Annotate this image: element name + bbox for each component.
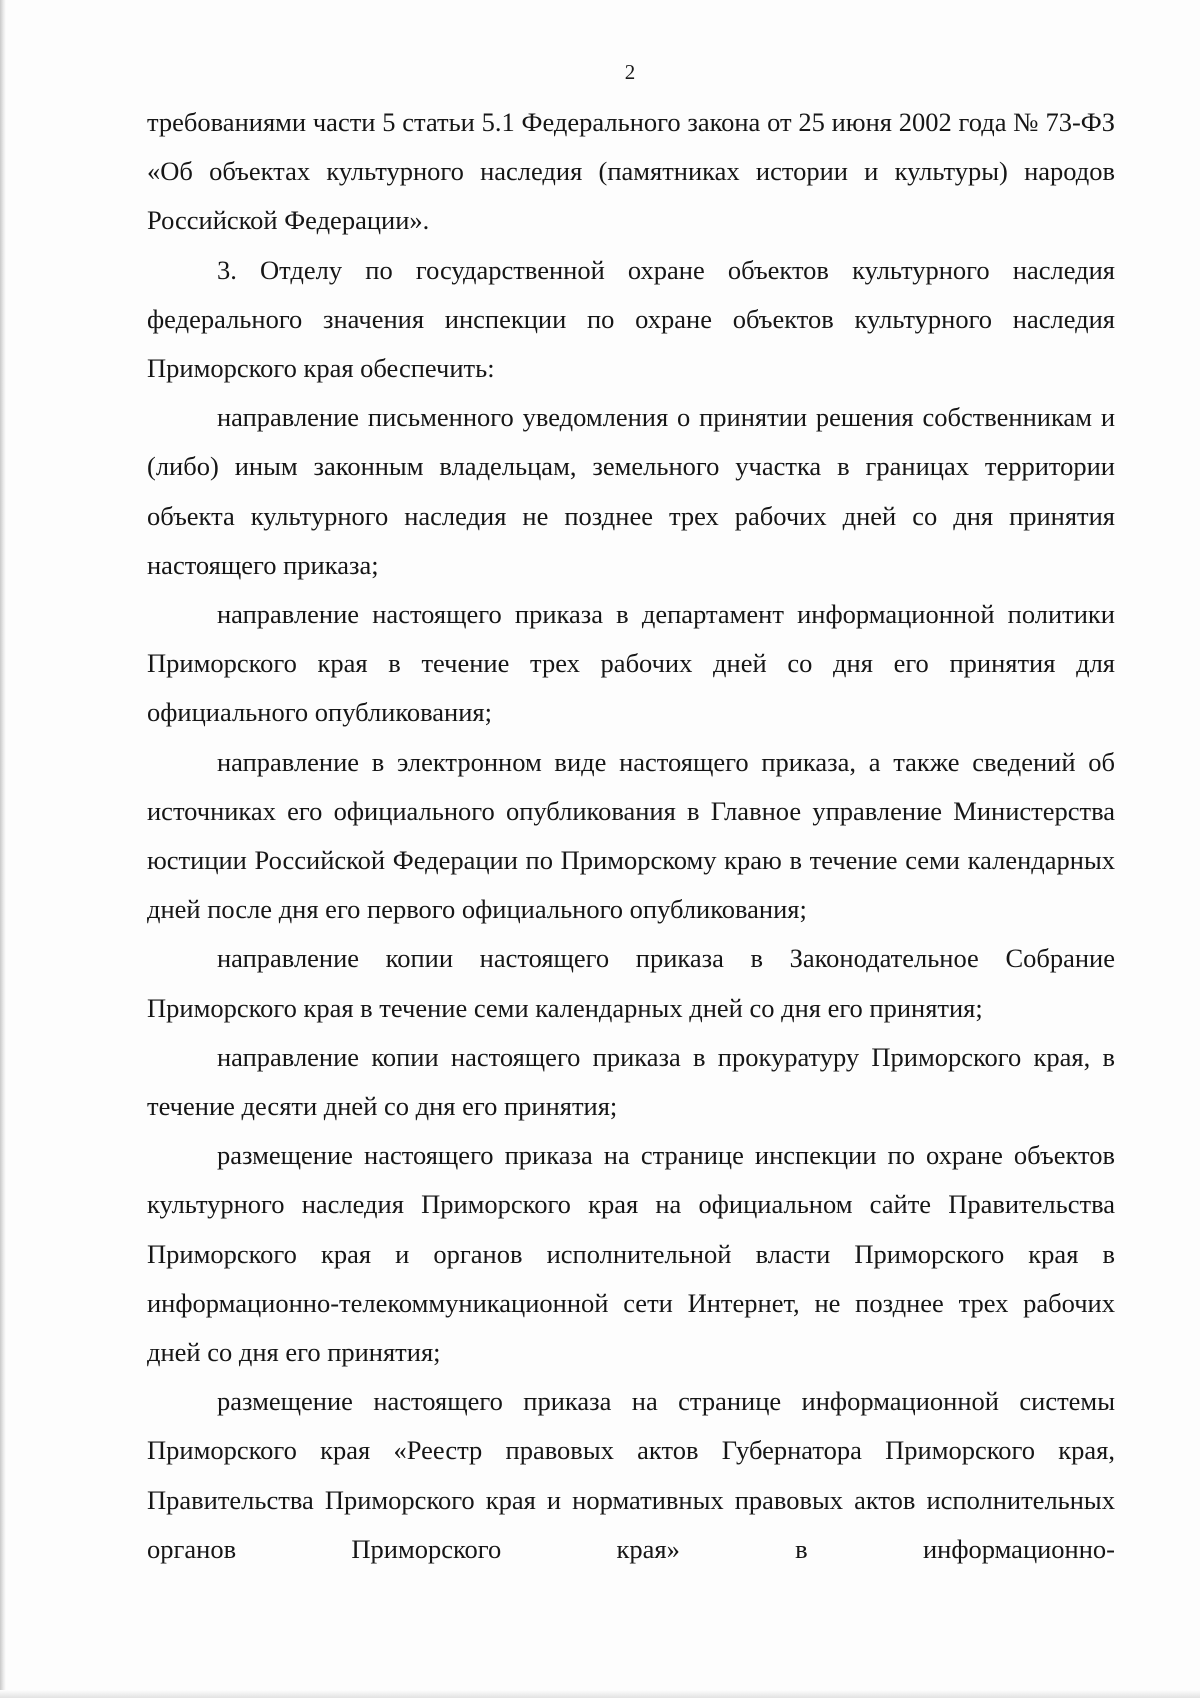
paragraph-item-3: 3. Отделу по государственной охране объектов культурного наследия федерального значения инспекции по охране объектов культурного наследия Приморского края обеспечить: bbox=[147, 254, 1115, 384]
paragraph-prosecutor: направление копии настоящего приказа в прокуратуру Приморского края, в течение десяти дней со дня его принятия; bbox=[147, 1041, 1115, 1122]
paragraph-registry: размещение настоящего приказа на странице информационной системы Приморского края «Реестр правовых актов Губернатора Приморского края, Правительства Приморского края и нормативных правовых актов исполнительных органов Приморского края» в информационно- bbox=[147, 1386, 1115, 1564]
paragraph-website: размещение настоящего приказа на странице инспекции по охране объектов культурного наследия Приморского края на официальном сайте Правительства Приморского края и органов исполнительной власти Приморского края в информационно-телекоммуникационной сети Интернет, не позднее трех рабочих дней со дня его принятия; bbox=[147, 1140, 1115, 1368]
paragraph-info-policy: направление настоящего приказа в департамент информационной политики Приморского края в течение трех рабочих дней со дня его принятия для официального опубликования; bbox=[147, 599, 1115, 728]
paragraph-legislative-assembly: направление копии настоящего приказа в Законодательное Собрание Приморского края в течение семи календарных дней со дня его принятия; bbox=[147, 943, 1115, 1023]
paragraph-ministry-justice: направление в электронном виде настоящего приказа, а также сведений об источниках его официального опубликования в Главное управление Министерства юстиции Российской Федерации по Приморскому краю в течение семи календарных дней после дня его первого официального опубликования; bbox=[147, 746, 1115, 925]
paragraph-continuation: требованиями части 5 статьи 5.1 Федерального закона от 25 июня 2002 года № 73-ФЗ «Об объектах культурного наследия (памятниках истории и культуры) народов Российской Федерации». bbox=[147, 107, 1115, 236]
document-body bbox=[147, 98, 1115, 1574]
paragraph-notification: направление письменного уведомления о принятии решения собственникам и (либо) иным законным владельцам, земельного участка в границах территории объекта культурного наследия не позднее трех рабочих дней со дня принятия настоящего приказа; bbox=[147, 402, 1115, 580]
scan-edge-shadow-bottom bbox=[0, 1690, 1200, 1698]
scan-edge-shadow bbox=[0, 0, 6, 1698]
page-number: 2 bbox=[624, 60, 636, 84]
